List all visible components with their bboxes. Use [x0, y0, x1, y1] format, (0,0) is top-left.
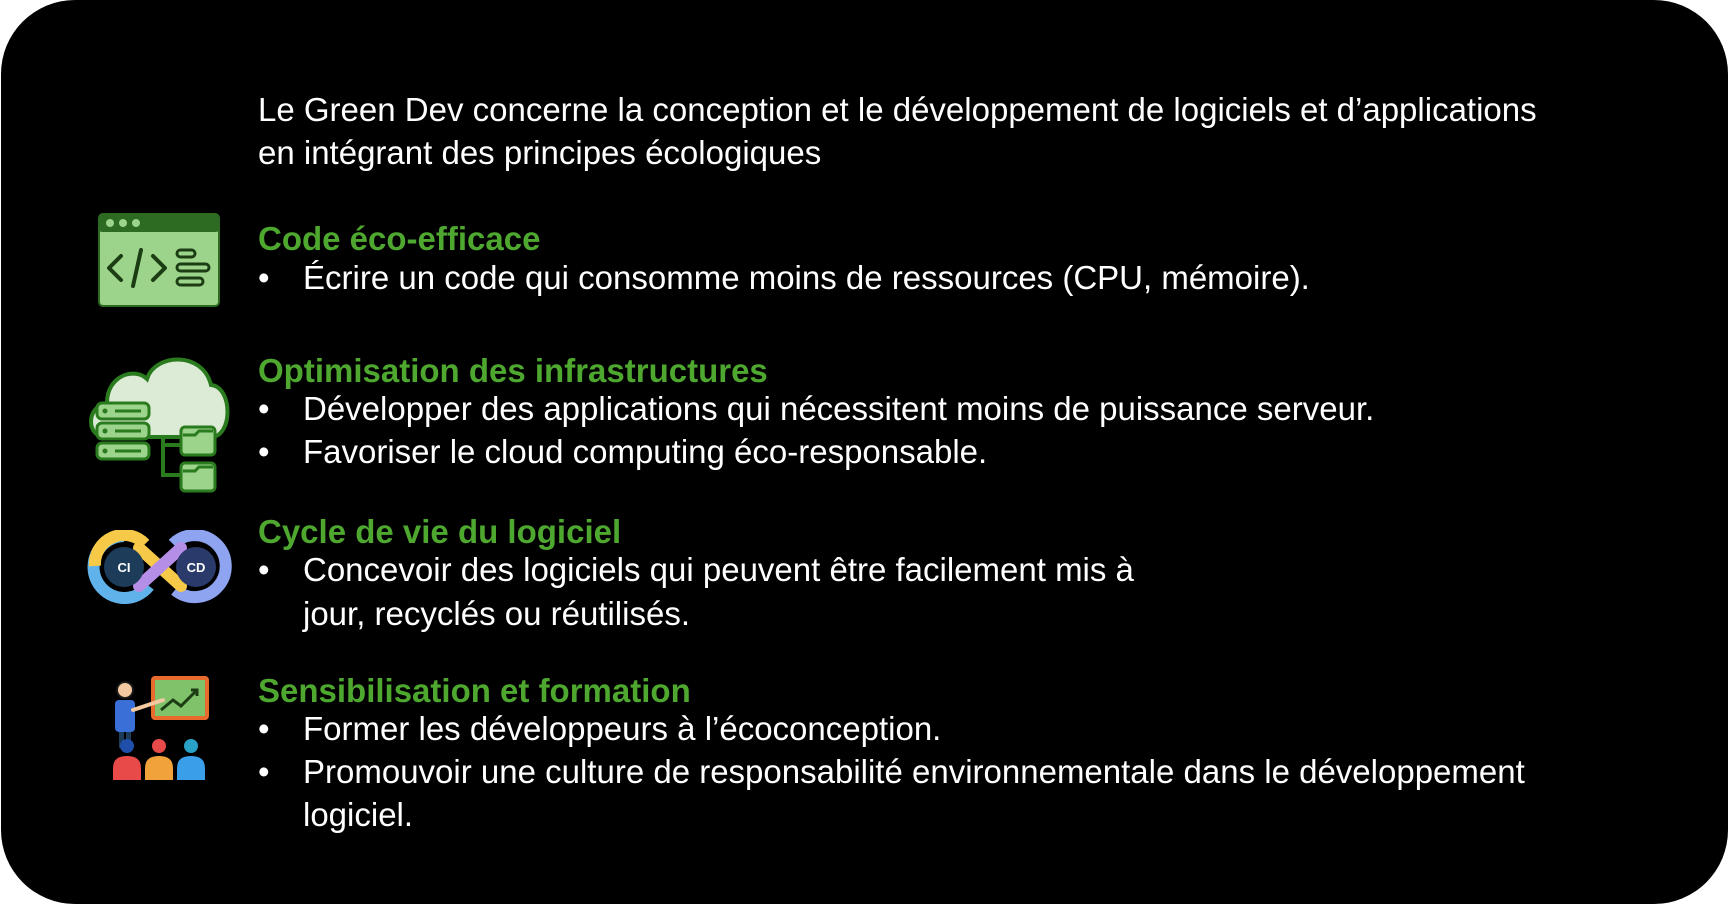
bullet-text: Écrire un code qui consomme moins de ressources (CPU, mémoire).: [303, 259, 1310, 296]
ci-cd-loop-icon: [87, 530, 233, 604]
training-presentation-icon: [107, 676, 211, 782]
intro-line-2: en intégrant des principes écologiques: [258, 134, 822, 171]
intro-line-1: Le Green Dev concerne la conception et le développement de logiciels et d’applications: [258, 91, 1537, 128]
intro-paragraph: [258, 88, 1698, 174]
bullet-dot: •: [258, 551, 270, 588]
section-title: Code éco-efficace: [258, 220, 541, 257]
bullet-dot: •: [258, 433, 270, 470]
bullet-dot: •: [258, 259, 270, 296]
ci-label: CI: [117, 560, 131, 575]
bullet-text: Concevoir des logiciels qui peuvent être facilement mis à: [303, 551, 1134, 588]
bullet-text: Développer des applications qui nécessitent moins de puissance serveur.: [303, 390, 1375, 427]
section-title: Optimisation des infrastructures: [258, 352, 768, 389]
bullet-dot: •: [258, 390, 270, 427]
section-title: Cycle de vie du logiciel: [258, 513, 622, 550]
bullet-text: logiciel.: [303, 796, 414, 833]
cd-label: CD: [186, 560, 206, 575]
content-card: [1, 0, 1728, 904]
section-title: Sensibilisation et formation: [258, 672, 691, 709]
bullet-text: Promouvoir une culture de responsabilité environnementale dans le développement: [303, 753, 1525, 790]
code-window-icon: [97, 212, 221, 308]
cloud-server-icon: [83, 345, 233, 495]
bullet-dot: •: [258, 753, 270, 790]
bullet-text: Favoriser le cloud computing éco-responsable.: [303, 433, 988, 470]
bullet-dot: •: [258, 710, 270, 747]
bullet-text: jour, recyclés ou réutilisés.: [303, 595, 690, 632]
bullet-text: Former les développeurs à l’écoconception.: [303, 710, 942, 747]
